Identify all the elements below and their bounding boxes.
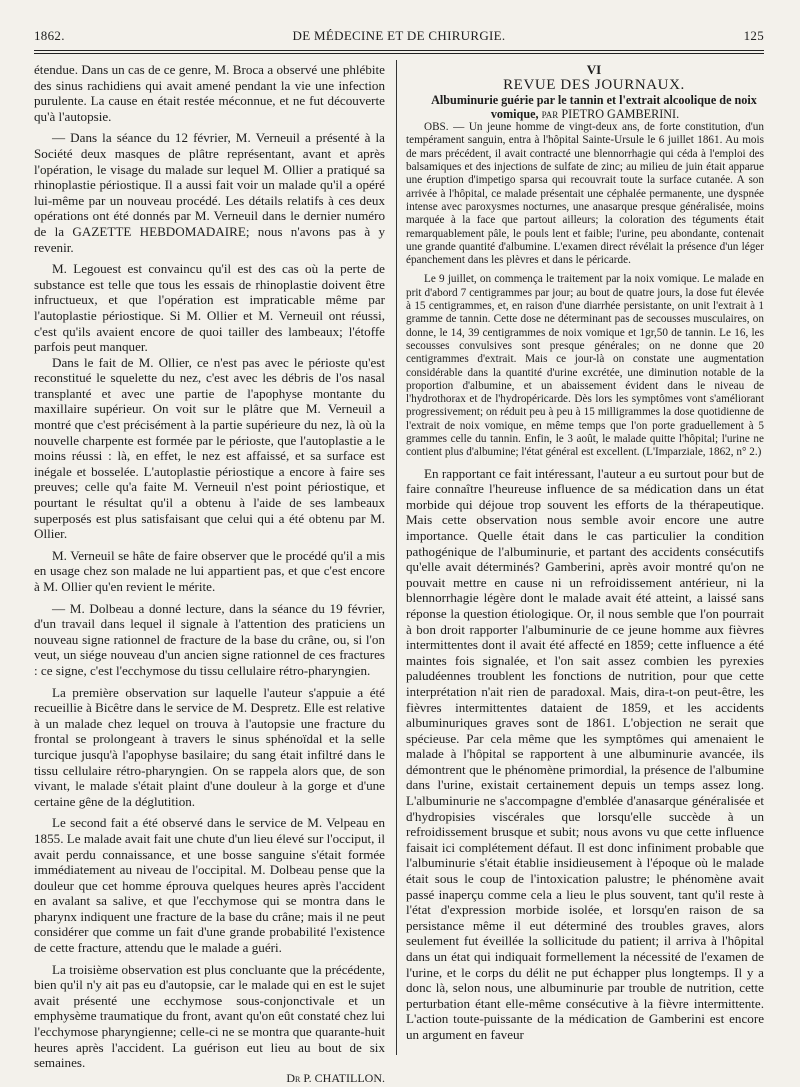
article-title-text: Albuminurie guérie par le tannin et l'extrait alcoolique de noix vomique, [431,93,757,122]
article-author: par PIETRO GAMBERINI. [541,107,680,122]
observation-paragraph: OBS. — Un jeune homme de vingt-deux ans, de forte constitution, d'un tempérament sanguin, entra à l'hôpital Sainte-Ursule le 6 juillet 1861. Au mois de mars précédent, il avait contracté une blennorrhagie qui céda à l'emploi des balsamiques et des injections de sulfate de zinc; au milieu de juin était apparue une éruption d'impetigo sparsa qui recouvrait toute la surface cutanée. A son arrivée à l'hôpital, ce malade présentait une céphalée permanente, une dyspnée intense avec paroxysmes nocturnes, une anasarque presque généralisée, moins marquée à la face que partout ailleurs; la coloration des téguments était remarquablement pâle, le pouls lent et faible; l'urine, peu abondante, contenait une grande quantité d'albumine. L'examen direct révélait la présence d'un léger épanchement dans les plèvres et dans le péricarde. [406,121,764,267]
paragraph: La première observation sur laquelle l'auteur s'appuie a été recueillie à Bicêtre dans le service de M. Despretz. Elle est relative à un malade chez lequel on trouva à l'autopsie une fracture du frontal se prolongeant à travers le sinus sphénoïdal et la selle turcique jusqu'à l'apophyse basilaire; du sang était infiltré dans le tissu cellulaire rétro-pharyngien. On se rappela alors que, de son vivant, le malade s'était plaint d'une douleur à la gorge et d'une certaine gêne de la déglutition. [34,684,385,809]
header-year: 1862. [34,28,65,43]
paragraph: étendue. Dans un cas de ce genre, M. Broca a observé une phlébite des sinus rachidiens qui avait amené pendant la vie une infection purulente. La cause en était restée méconnue, et ne fut découverte qu'à l'autopsie. [34,62,385,124]
section-title: REVUE DES JOURNAUX. [503,76,685,93]
observation-paragraph: Le 9 juillet, on commença le traitement par la noix vomique. Le malade en prit d'abord 7 centigrammes par jour; au bout de quatre jours, la dose fut élevée à 15 centigrammes, et, en raison d'une diarrhée persistante, on unit l'extrait à 1 gramme de tannin. Cette dose ne déterminant pas de secousses musculaires, on donne, le 14, 39 centigrammes de noix vomique et 1gr,50 de tannin. Le 16, les secousses convulsives sont presque générales; on ne donne que 20 centigrammes d'extrait. Mais ce jour-là on constate une augmentation considérable dans la quantité d'urine excrétée, une diminution notable de la proportion d'albumine, et un abaissement évident dans le niveau de l'hydrothorax et de l'hydropéricarde. Dès lors les symptômes vont s'améliorant progressivement; on réduit peu à peu à 15 milligrammes la dose quotidienne de l'extrait de noix vomique, en même temps que l'on porte graduellement à 5 grammes celle du tannin. Enfin, le 3 août, le malade quitte l'hôpital; l'urine ne contient plus d'albumine; l'état général est excellent. (L'Imparziale, 1862, n° 2.) [406,273,764,459]
paragraph: Dans le fait de M. Ollier, ce n'est pas avec le périoste qu'est reconstitué le squelette du nez, c'est avec les débris de l'os nasal transplanté et avec une partie de l'apophyse montante du maxillaire supérieur. On voit sur le plâtre que M. Verneuil a montré que c'est précisément à la partie supérieure du nez, là où la nouvelle charpente est formée par le périoste, que l'autoplastie a le moins réussi : là, en effet, le nez est affaissé, et sa surface est inégale et bosselée. L'autoplastie périostique a encore à faire ses preuves; celle qu'a faite M. Verneuil n'est point périostique, et pourtant le résultat qu'il a obtenu à l'aide de ses lambeaux superposés est plus satisfaisant que celui qui a été obtenu par M. Ollier. [34,354,385,542]
article-title [406,93,764,121]
column-divider [396,60,397,1055]
paragraph: La troisième observation est plus concluante que la précédente, bien qu'il n'y ait pas eu d'autopsie, car le malade qui en est le sujet avait présenté une ecchymose sous-conjonctivale et un emphysème traumatique du front, avant qu'on eût constaté chez lui l'ecchymose pharyngienne; celle-ci ne se montra que quarante-huit heures après l'accident. La guérison eut lieu au bout de six semaines. [34,961,385,1071]
header-rule [34,50,764,51]
paragraph: — M. Dolbeau a donné lecture, dans la séance du 19 février, d'un travail dans lequel il signale à l'attention des praticiens un nouveau signe rationnel de fracture de la base du crâne, ou, si l'on veut, un siége nouveau d'un ancien signe rationnel de ces fractures : ce signe, c'est l'ecchymose du tissu cellulaire rétro-pharyngien. [34,600,385,678]
paragraph: — Dans la séance du 12 février, M. Verneuil a présenté à la Société deux masques de plâtre représentant, avant et après l'opération, le visage du malade sur lequel M. Ollier a pratiqué sa rhinoplastie périostique. Il a aussi fait voir un malade qu'il a opéré lui-même par un nouveau procédé. Les détails relatifs à ces deux opérations ont été donnés par M. Verneuil dans le dernier numéro de la GAZETTE HEBDOMADAIRE; nous n'avons pas à y revenir. [34,130,385,255]
paragraph: Le second fait a été observé dans le service de M. Velpeau en 1855. Le malade avait fait une chute d'un lieu élevé sur l'occiput, il avait perdu connaissance, et une bosse sanguine s'était formée immédiatement au niveau de l'occipital. M. Dolbeau pense que la douleur que cet homme éprouva quelques heures après l'accident en avalant sa salive, et que l'ecchymose qui se montra dans le pharynx indiquent une fracture de la base du crâne; mais il ne peut considérer que comme un fait d'une grande probabilité l'existence de cette fracture, attendu que le malade a guéri. [34,815,385,956]
right-column [406,62,764,1043]
header-journal-title: DE MÉDECINE ET DE CHIRURGIE. [292,28,506,43]
paragraph: M. Legouest est convaincu qu'il est des cas où la perte de substance est telle que tous les essais de rhinoplastie doivent être infructueux, et que l'opération est impraticable même par l'autoplastie périostique. Si M. Ollier et M. Verneuil ont réussi, c'est qu'ils avaient encore de quoi tailler des lambeaux; l'étoffe parfois peut manquer. [34,261,385,355]
left-column [34,62,385,1086]
section-number: VI [586,62,602,77]
paragraph: M. Verneuil se hâte de faire observer que le procédé qu'il a mis en usage chez son malade ne lui appartient pas, et que c'est encore à M. Ollier qu'en revient le mérite. [34,547,385,594]
header-page-number: 125 [743,28,764,43]
header-rule-2 [34,53,764,54]
author-signature: Dr P. CHATILLON. [286,1070,385,1085]
running-header [34,28,764,48]
paragraph: En rapportant ce fait intéressant, l'auteur a eu surtout pour but de faire connaître l'heureuse influence de sa médication dans un état morbide qui déjoue trop souvent les efforts de la thérapeutique. Mais cette observation nous semble avoir encore une autre importance. Quelle était dans le cas particulier la condition pathogénique de l'albuminurie, et partant des accidents consécutifs qu'elle avait déterminés? Gamberini, après avoir montré qu'on ne pouvait mettre en cause ni un refroidissement antérieur, ni la blennorrhagie légère dont le malade avait été atteint, a laissé sans réponse la question étiologique. Or, il nous semble que l'on pourrait à bon droit rapporter l'albuminurie de ce jeune homme aux fièvres intermittentes dont il avait été affecté en 1859; cette influence a été maintes fois signalée, et l'on sait assez combien les pyrexies paludéennes troublent les fonctions de nutrition, pour que cette interprétation n'ait rien de paradoxal. Mais, dira-t-on peut-être, les fièvres intermittentes dataient de 1859, et les accidents albuminuriques graves sont de 1861. L'objection ne serait que spécieuse. Par cela même que les symptômes qui amenaient le malade à l'hôpital se rapportent à une albuminurie avancée, ils démontrent que le phénomène primordial, la présence de l'albumine dans l'urine, existait certainement depuis un temps assez long. L'albuminurie ne s'accompagne d'emblée d'anasarque généralisée et d'hydropisies viscérales que lorsqu'elle succède à un refroidissement brusque et subit; nous avons vu que cette influence faisait ici complétement défaut. Il est donc infiniment probable que l'albuminurie s'était établie insidieusement à l'époque où le malade était sous le coup de l'intoxication palustre; le phénomène avait passé inaperçu comme cela a lieu le plus souvent, tant qu'il reste à l'état d'expression morbide isolée, et lorsqu'en raison de sa persistance même il eut déterminé des troubles graves, alors seulement fut éveillée la sollicitude du patient; il arriva à l'hôpital dans un état qui indiquait formellement la nécessité de l'examen de l'urine, et le corps du délit ne put échapper plus longtemps. Il y a donc là, selon nous, une albuminurie par trouble de nutrition, cette perturbation étant elle-même consécutive à la fièvre intermittente. L'action toute-puissante de la médication de Gamberini est encore un argument en faveur [406,465,764,1042]
